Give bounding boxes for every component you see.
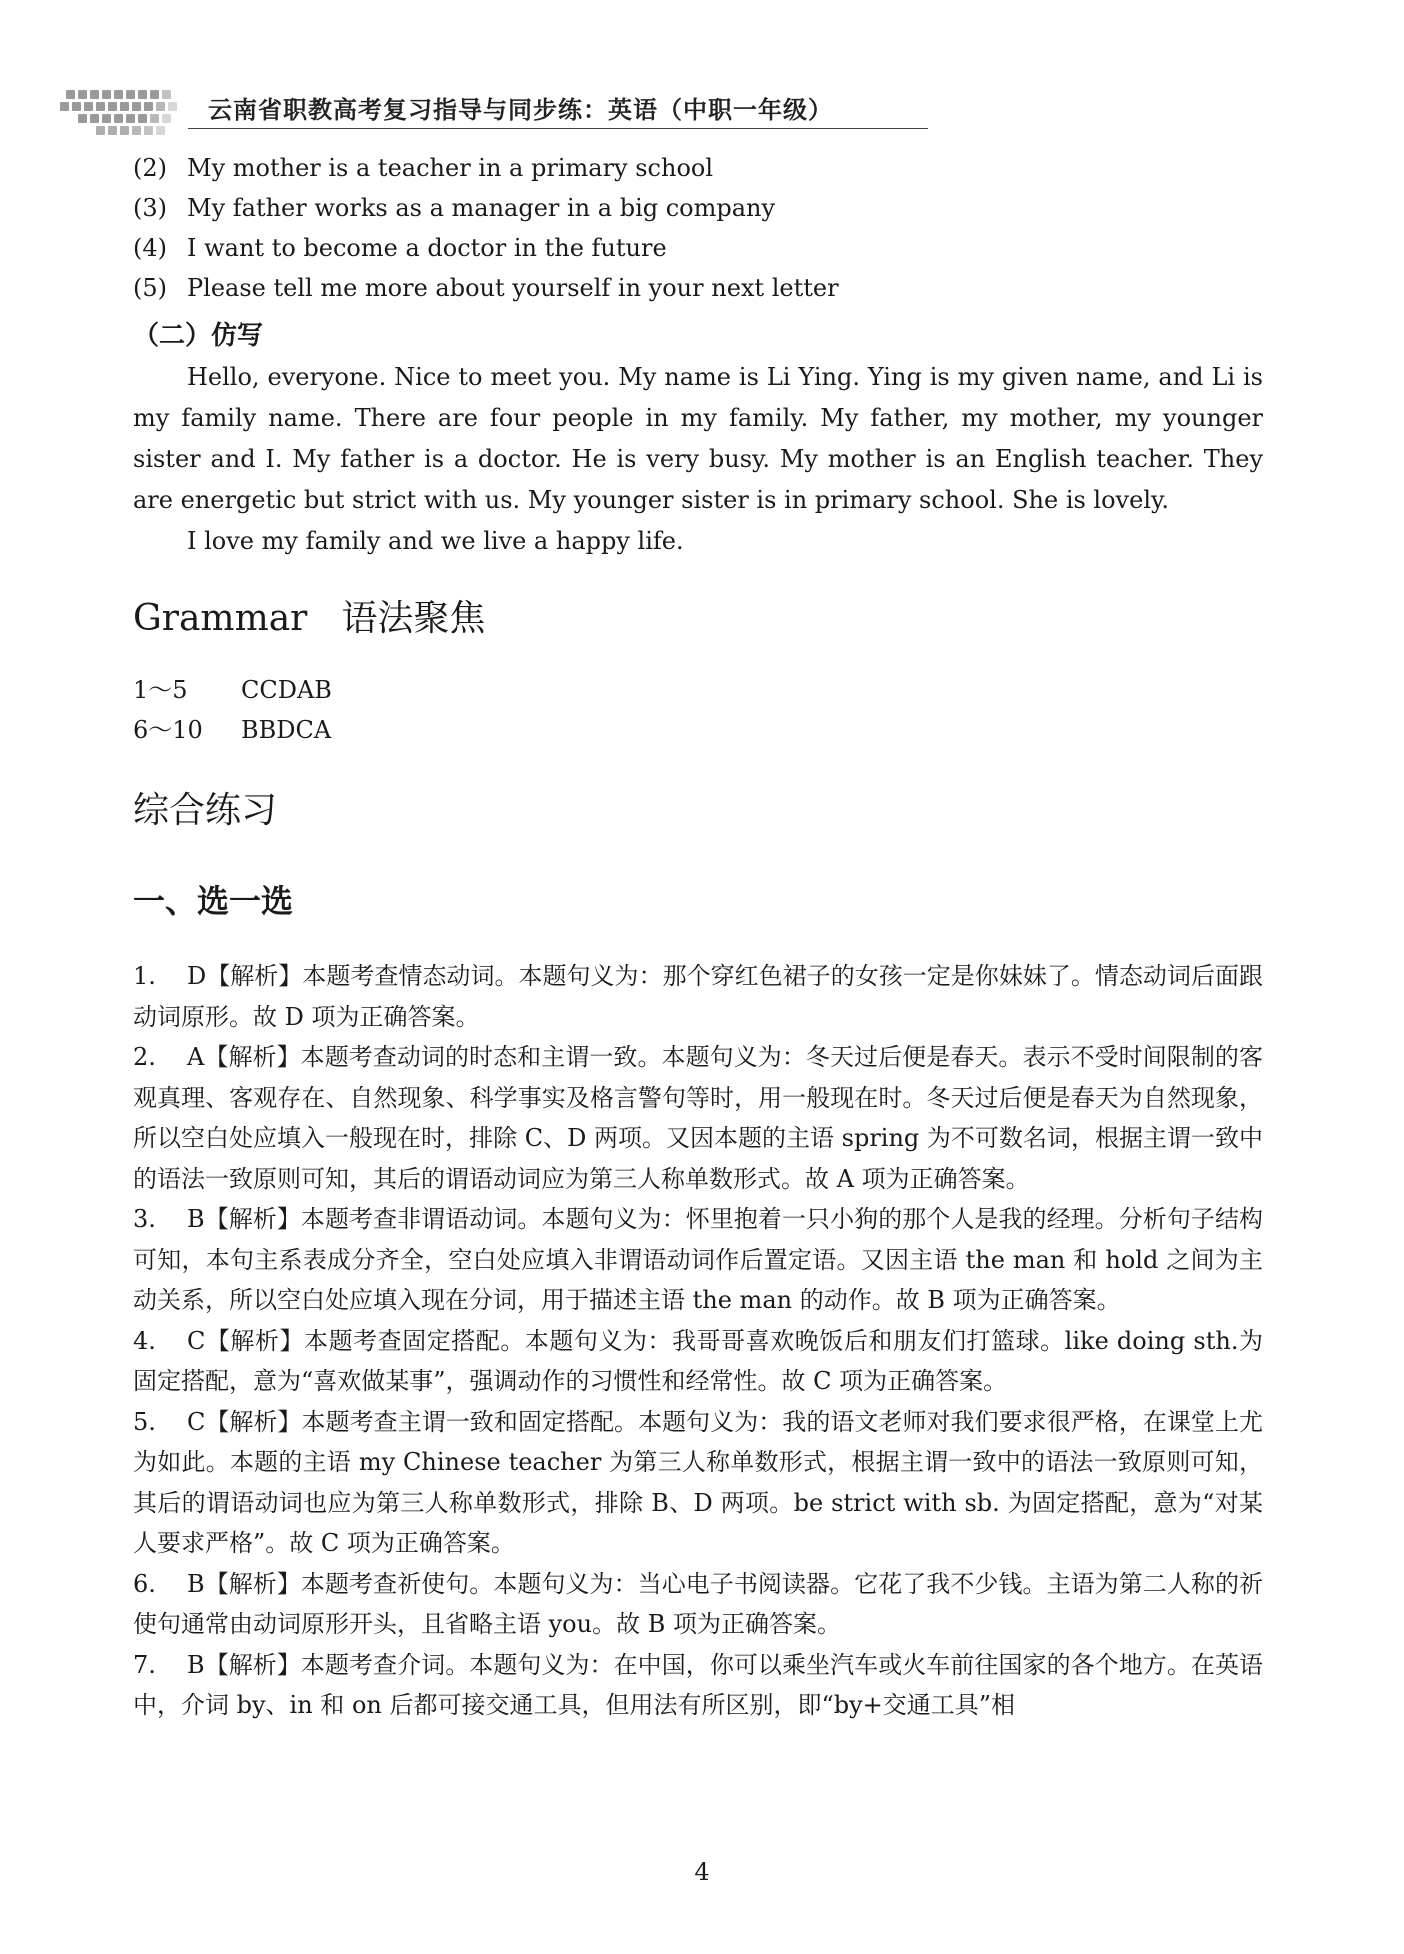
sentence-item [133, 148, 713, 188]
item-number: 6. [133, 1569, 156, 1598]
item-text: B【解析】本题考查祈使句。本题句义为：当心电子书阅读器。它花了我不少钱。主语为第二人称的祈使句通常由动词原形开头，且省略主语 you。故 B 项为正确答案。 [133, 1569, 1263, 1638]
answer-keys: CCDAB [241, 676, 332, 704]
item-number: 7. [133, 1650, 156, 1679]
sentence-item [133, 228, 667, 268]
item-text: D【解析】本题考查情态动词。本题句义为：那个穿红色裙子的女孩一定是你妹妹了。情态动词后面跟动词原形。故 D 项为正确答案。 [133, 962, 1263, 1031]
explanation-item [133, 1402, 1263, 1564]
sentence-text: My father works as a manager in a big company [187, 194, 776, 222]
grammar-heading-en: Grammar [133, 598, 308, 639]
explanation-item [133, 1564, 1263, 1645]
practice-subheading: 一、选一选 [133, 882, 294, 920]
item-number: 1. [133, 962, 156, 990]
running-header [60, 86, 930, 136]
sentence-number: (5) [133, 274, 167, 302]
imitation-paragraph: I love my family and we live a happy life. [187, 527, 684, 555]
answer-row [133, 670, 332, 710]
imitation-paragraph: Hello, everyone. Nice to meet you. My name is Li Ying. Ying is my given name, and Li is my family name. There are four people in my family. My father, my mother, my younger sister and I. My father is a doctor. He is very busy. My mother is an English teacher. They are energetic but strict with us. My younger sister is in primary school. She is lovely. [133, 363, 1263, 514]
item-number: 5. [133, 1407, 156, 1436]
imitation-heading: （二）仿写 [133, 321, 264, 351]
imitation-text [133, 357, 1263, 562]
item-text: A【解析】本题考查动词的时态和主谓一致。本题句义为：冬天过后便是春天。表示不受时间限制的客观真理、客观存在、自然现象、科学事实及格言警句等时，用一般现在时。冬天过后便是春天为自然现象，所以空白处应填入一般现在时，排除 C、D 两项。又因本题的主语 spring 为不可数名词，根据主谓一致中的语法一致原则可知，其后的谓语动词应为第三人称单数形式。故 A 项为正确答案。 [133, 1043, 1263, 1193]
sentence-number: (4) [133, 234, 167, 262]
item-text: C【解析】本题考查主谓一致和固定搭配。本题句义为：我的语文老师对我们要求很严格，在课堂上尤为如此。本题的主语 my Chinese teacher 为第三人称单数形式，根据主谓一致中的语法一致原则可知，其后的谓语动词也应为第三人称单数形式，排除 B、D 两项。be strict with sb. 为固定搭配，意为“对某人要求严格”。故 C 项为正确答案。 [133, 1407, 1263, 1557]
header-title: 云南省职教高考复习指导与同步练：英语（中职一年级） [208, 95, 833, 124]
answer-row [133, 710, 331, 750]
answer-range: 1～5 [133, 676, 188, 704]
sentence-item [133, 268, 839, 308]
explanation-item [133, 1645, 1263, 1726]
item-number: 2. [133, 1043, 156, 1071]
header-rule [188, 128, 928, 129]
explanation-item [133, 1037, 1263, 1199]
sentence-item [133, 188, 775, 228]
sentence-text: Please tell me more about yourself in your next letter [187, 274, 839, 302]
explanation-list [133, 956, 1263, 1726]
item-text: C【解析】本题考查固定搭配。本题句义为：我哥哥喜欢晚饭后和朋友们打篮球。like doing sth.为固定搭配，意为“喜欢做某事”，强调动作的习惯性和经常性。故 C 项为正确答案。 [133, 1326, 1263, 1395]
answer-keys: BBDCA [241, 716, 332, 744]
grammar-heading-cn: 语法聚焦 [341, 598, 486, 639]
item-text: B【解析】本题考查介词。本题句义为：在中国，你可以乘坐汽车或火车前往国家的各个地方。在英语中，介词 by、in 和 on 后都可接交通工具，但用法有所区别，即“by+交通工具”相 [133, 1650, 1263, 1719]
item-text: B【解析】本题考查非谓语动词。本题句义为：怀里抱着一只小狗的那个人是我的经理。分析句子结构可知，本句主系表成分齐全，空白处应填入非谓语动词作后置定语。又因主语 the man 和 hold 之间为主动关系，所以空白处应填入现在分词，用于描述主语 the man 的动作。故 B 项为正确答案。 [133, 1205, 1263, 1314]
page-number: 4 [694, 1858, 710, 1886]
sentence-number: (3) [133, 194, 167, 222]
explanation-item [133, 1321, 1263, 1402]
practice-heading: 综合练习 [133, 790, 278, 831]
answer-range: 6～10 [133, 716, 203, 744]
sentence-number: (2) [133, 154, 167, 182]
item-number: 3. [133, 1205, 156, 1233]
grammar-heading [133, 590, 485, 641]
item-number: 4. [133, 1326, 156, 1355]
header-dot-pattern [60, 90, 180, 136]
explanation-item [133, 956, 1263, 1037]
sentence-text: I want to become a doctor in the future [187, 234, 667, 262]
explanation-item [133, 1199, 1263, 1321]
sentence-text: My mother is a teacher in a primary school [187, 154, 714, 182]
